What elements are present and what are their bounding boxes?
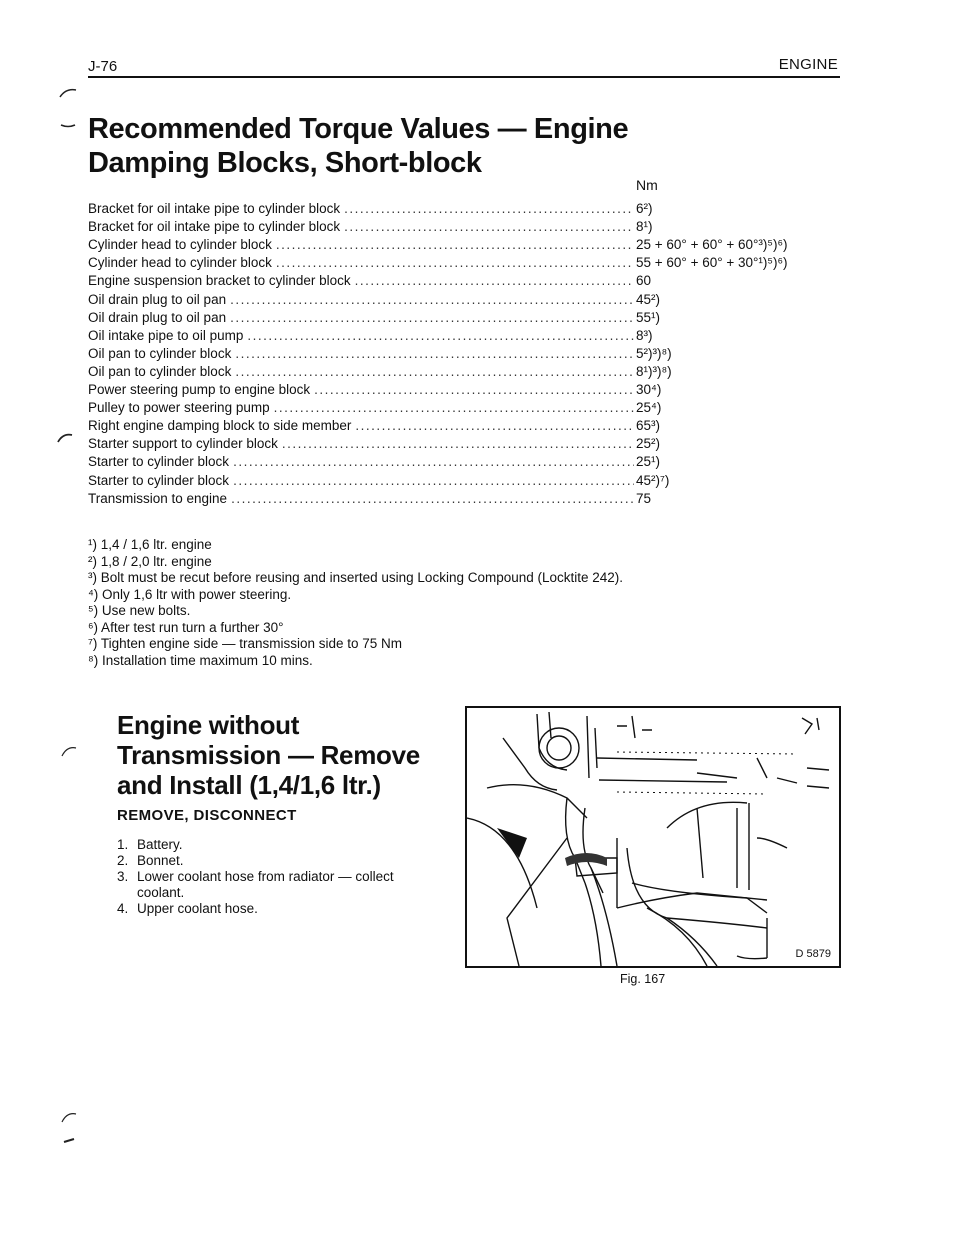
torque-row — [88, 288, 848, 306]
leader-dots — [310, 382, 634, 397]
unit-header: Nm — [636, 177, 658, 193]
step-text: Bonnet. — [137, 853, 184, 868]
torque-value: 25⁴) — [636, 400, 662, 416]
step-text: Battery. — [137, 837, 183, 852]
leader-dots — [340, 201, 634, 216]
torque-value: 55 + 60° + 60° + 30°¹)⁵)⁶) — [636, 255, 788, 271]
footnote: ³) Bolt must be recut before reusing and inserted using Locking Compound (Locktite 242). — [88, 570, 624, 585]
torque-description: Engine suspension bracket to cylinder block — [88, 273, 351, 289]
torque-row — [88, 451, 848, 469]
footnote: ⁸) Installation time maximum 10 mins. — [88, 652, 313, 668]
leader-dots — [226, 310, 634, 325]
margin-mark-top — [58, 86, 78, 100]
procedure-step — [117, 869, 417, 901]
torque-value: 8¹) — [636, 219, 653, 235]
procedure-steps — [117, 837, 417, 917]
procedure-step — [117, 837, 417, 853]
torque-row — [88, 433, 848, 451]
procedure-step — [117, 901, 417, 917]
leader-dots — [272, 237, 634, 252]
section-title: Engine without Transmission — Remove and Install (1,4/1,6 ltr.) — [117, 710, 420, 800]
torque-description: Starter to cylinder block — [88, 472, 230, 488]
leader-dots — [340, 219, 634, 234]
torque-description: Starter to cylinder block — [88, 454, 230, 470]
torque-description: Pulley to power steering pump — [88, 400, 270, 416]
torque-description: Cylinder head to cylinder block — [88, 237, 272, 253]
figure-illustration — [465, 706, 841, 968]
footnote: ⁷) Tighten engine side — transmission side to 75 Nm — [88, 636, 403, 651]
torque-row — [88, 379, 848, 397]
leader-dots — [272, 255, 634, 270]
step-text: Lower coolant hose from radiator — collect coolant. — [137, 869, 394, 900]
torque-row — [88, 343, 848, 361]
leader-dots — [231, 346, 634, 361]
torque-description: Cylinder head to cylinder block — [88, 255, 272, 271]
torque-value: 45²) — [636, 291, 661, 307]
torque-row — [88, 397, 848, 415]
leader-dots — [351, 273, 634, 288]
torque-value: 75 — [636, 490, 652, 506]
footnote: ⁶) After test run turn a further 30° — [88, 619, 284, 635]
torque-value: 8¹)³)⁸) — [636, 363, 672, 379]
leader-dots — [351, 418, 634, 433]
leader-dots — [243, 328, 634, 343]
footnote: ⁵) Use new bolts. — [88, 603, 191, 618]
torque-description: Transmission to engine — [88, 490, 228, 506]
torque-value: 30⁴) — [636, 382, 662, 398]
torque-description: Oil intake pipe to oil pump — [88, 327, 244, 343]
torque-description: Oil pan to cylinder block — [88, 345, 232, 361]
torque-row — [88, 325, 848, 343]
torque-row — [88, 361, 848, 379]
torque-row — [88, 234, 848, 252]
margin-mark-mid — [56, 432, 74, 444]
leader-dots — [278, 436, 634, 451]
torque-value: 65³) — [636, 418, 661, 434]
engine-hose-drawing — [467, 708, 839, 966]
footnote: ²) 1,8 / 2,0 ltr. engine — [88, 553, 212, 569]
margin-mark-bottom — [60, 1110, 78, 1124]
step-number: 4. — [117, 901, 129, 916]
footnote: ⁴) Only 1,6 ltr with power steering. — [88, 586, 292, 602]
header-rule — [88, 76, 840, 78]
page-number: J-76 — [88, 58, 118, 75]
torque-table — [88, 198, 848, 506]
torque-value: 25¹) — [636, 454, 661, 470]
torque-row — [88, 415, 848, 433]
torque-description: Oil drain plug to oil pan — [88, 291, 227, 307]
torque-value: 5²)³)⁸) — [636, 345, 672, 361]
leader-dots — [227, 491, 634, 506]
torque-value: 8³) — [636, 327, 653, 343]
leader-dots — [229, 473, 634, 488]
torque-row — [88, 198, 848, 216]
torque-description: Power steering pump to engine block — [88, 382, 311, 398]
torque-row — [88, 307, 848, 325]
torque-row — [88, 469, 848, 487]
torque-value: 60 — [636, 273, 652, 289]
step-number: 2. — [117, 853, 129, 868]
margin-mark-lower — [60, 744, 78, 758]
torque-row — [88, 270, 848, 288]
leader-dots — [231, 364, 634, 379]
torque-description: Oil pan to cylinder block — [88, 363, 232, 379]
step-number: 3. — [117, 869, 129, 884]
torque-description: Bracket for oil intake pipe to cylinder block — [88, 219, 341, 235]
footnotes — [88, 537, 848, 669]
footnote: ¹) 1,4 / 1,6 ltr. engine — [88, 537, 212, 552]
torque-description: Oil drain plug to oil pan — [88, 309, 227, 325]
figure-code: D 5879 — [795, 948, 831, 960]
torque-value: 55¹) — [636, 309, 661, 325]
step-number: 1. — [117, 837, 129, 852]
torque-value: 25 + 60° + 60° + 60°³)⁵)⁶) — [636, 237, 788, 253]
page-title: Recommended Torque Values — Engine Damping Blocks, Short-block — [88, 113, 629, 179]
torque-description: Right engine damping block to side member — [88, 418, 352, 434]
torque-row — [88, 252, 848, 270]
margin-mark-dash-bottom — [62, 1136, 76, 1144]
leader-dots — [229, 454, 634, 469]
procedure-step — [117, 853, 417, 869]
step-text: Upper coolant hose. — [137, 901, 258, 916]
section-name: ENGINE — [778, 56, 838, 73]
torque-description: Bracket for oil intake pipe to cylinder block — [88, 201, 341, 217]
torque-value: 25²) — [636, 436, 661, 452]
margin-mark-dash — [60, 122, 76, 130]
torque-value: 45²)⁷) — [636, 472, 670, 488]
torque-description: Starter support to cylinder block — [88, 436, 278, 452]
subheading: REMOVE, DISCONNECT — [117, 807, 297, 824]
torque-value: 6²) — [636, 201, 653, 217]
leader-dots — [270, 400, 634, 415]
torque-row — [88, 216, 848, 234]
figure-caption: Fig. 167 — [620, 972, 666, 986]
leader-dots — [226, 292, 634, 307]
torque-row — [88, 488, 848, 506]
